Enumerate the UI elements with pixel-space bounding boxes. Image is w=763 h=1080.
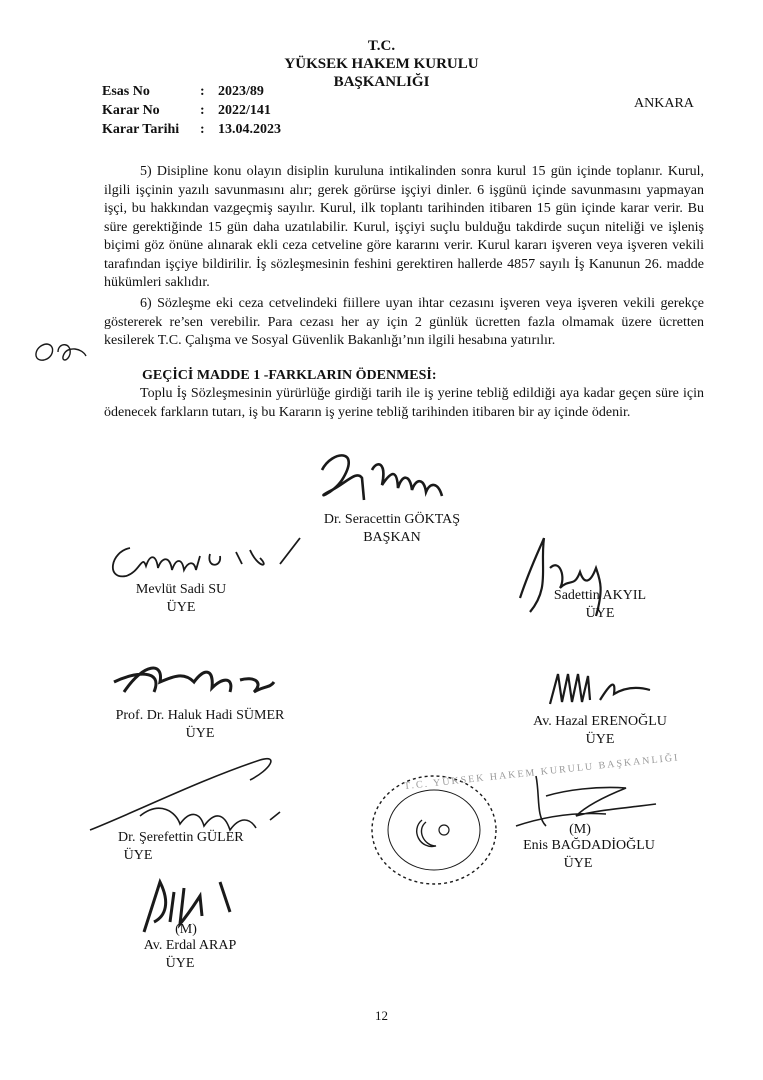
header-institution: YÜKSEK HAKEM KURULU: [284, 56, 479, 72]
signatory-arap-role: ÜYE: [165, 956, 195, 971]
signatory-guler-name: Dr. Şerefettin GÜLER: [118, 830, 244, 845]
header-tc: T.C.: [367, 38, 396, 54]
signatory-guler-role: ÜYE: [123, 848, 153, 863]
signatory-erenoglu-role: ÜYE: [585, 732, 615, 747]
signatory-akyil-role: ÜYE: [585, 606, 615, 621]
karar-no-label: Karar No: [102, 103, 160, 118]
signatory-goktas-name: Dr. Seracettin GÖKTAŞ: [323, 512, 461, 527]
temporary-article-text: Toplu İş Sözleşmesinin yürürlüğe girdiği tarih ile iş yerine tebliğ edildiği aya kadar geçen süre için ödenecek farkların tutarı, iş bu Kararın iş yerine tebliğ tarihinden itibaren bir ay içinde ödenir.: [104, 386, 704, 420]
signature-su-icon: [100, 528, 310, 588]
signatory-su-role: ÜYE: [166, 600, 196, 615]
header-presidency: BAŞKANLIĞI: [333, 74, 430, 90]
signatory-bagdadioglu-note: (M): [569, 822, 591, 837]
signatory-bagdadioglu-role: ÜYE: [563, 856, 593, 871]
signature-sumer-icon: [104, 652, 284, 712]
esas-no-label: Esas No: [102, 84, 150, 99]
karar-tarihi-value: 13.04.2023: [218, 122, 281, 137]
margin-initials-icon: [28, 332, 108, 372]
city-label: ANKARA: [634, 96, 694, 111]
signatory-su-name: Mevlüt Sadi SU: [135, 582, 227, 597]
signatory-bagdadioglu-name: Enis BAĞDADİOĞLU: [523, 838, 655, 853]
signatory-goktas-role: BAŞKAN: [363, 530, 421, 545]
karar-no-value: 2022/141: [218, 103, 271, 118]
signatory-erenoglu-name: Av. Hazal ERENOĞLU: [533, 714, 667, 729]
esas-no-colon: :: [200, 84, 205, 99]
page-number: 12: [375, 1008, 388, 1023]
karar-no-colon: :: [200, 103, 205, 118]
esas-no-value: 2023/89: [218, 84, 264, 99]
signature-erenoglu-icon: [540, 664, 660, 714]
karar-tarihi-colon: :: [200, 122, 205, 137]
signatory-arap-note: (M): [175, 922, 197, 937]
temporary-article-title: GEÇİCİ MADDE 1 -FARKLARIN ÖDENMESİ:: [142, 368, 437, 383]
signatory-akyil-name: Sadettin AKYIL: [553, 588, 647, 603]
seal-text: T.C. YÜKSEK HAKEM KURULU BAŞKANLIĞI: [403, 752, 680, 793]
paragraph-6: 6) Sözleşme eki ceza cetvelindeki fiillere uyan ihtar cezasını işveren veya işveren vekili gerekçe göstererek re’sen verebilir. Para cezası her ay için 2 günlük ücretten fazla olmamak üzere ücretten kesilerek T.C. Çalışma ve Sosyal Güvenlik Bakanlığı’nın ilgili hesabına yatırılır.: [104, 296, 704, 348]
karar-tarihi-label: Karar Tarihi: [102, 122, 180, 137]
signatory-arap-name: Av. Erdal ARAP: [143, 938, 237, 953]
signatory-sumer-name: Prof. Dr. Haluk Hadi SÜMER: [115, 708, 285, 723]
paragraph-5: 5) Disipline konu olayın disiplin kuruluna intikalinden sonra kurul 15 gün içinde toplanır. Kurul, ilgili işçinin yazılı savunmasını alır; gerek görürse işçiyi dinler. 6 işgünü içinde savunmasını yapmayan işçi, bu hakkından vazgeçmiş sayılır. Kurul, ilk toplantı tarihinden itibaren 15 gün içinde karar verir. Bu süre gerektiğinde 15 gün daha uzatılabilir. Kurul, işçiyi suçlu bulduğu takdirde suçun niteliği ve işleniş biçimi göz önüne alınarak ekli ceza cetveline göre kararını verir. Kurul kararı işveren veya işveren vekili tarafından işçiye bildirilir. İş sözleşmesinin feshini gerektiren hallerde 4857 sayılı İş Kanunun 26. madde hükümleri saklıdır.: [104, 164, 704, 290]
signatory-sumer-role: ÜYE: [185, 726, 215, 741]
